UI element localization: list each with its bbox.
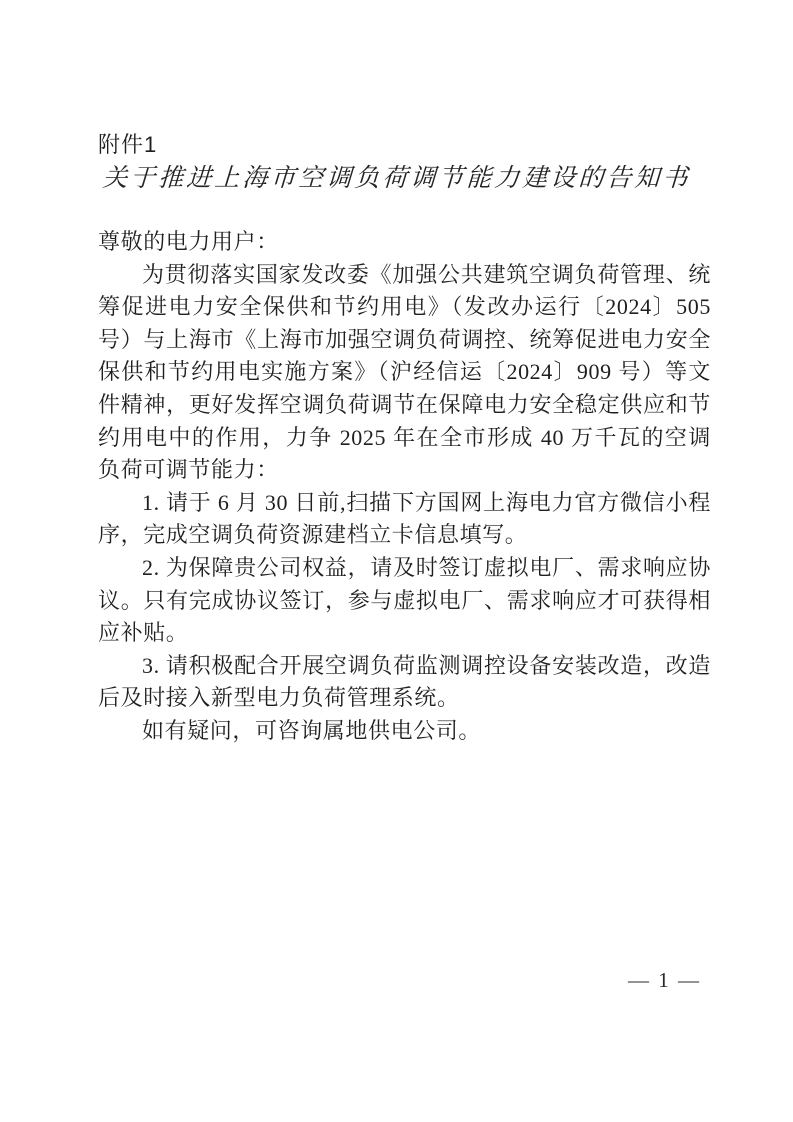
paragraph-intro: 为贯彻落实国家发改委《加强公共建筑空调负荷管理、统筹促进电力安全保供和节约用电》（发改办运行〔2024〕505 号）与上海市《上海市加强空调负荷调控、统筹促进电力安全保供和节约用电实施方案》（沪经信运〔2024〕909 号）等文件精神，更好发挥空调负荷调节在保障电力安全稳定供应和节约用电中的作用，力争 2025 年在全市形成 40 万千瓦的空调负荷可调节能力： — [98, 261, 711, 483]
paragraph-item-3: 3. 请积极配合开展空调负荷监测调控设备安装改造，改造后及时接入新型电力负荷管理系统。 — [98, 652, 711, 711]
paragraph-item-2: 2. 为保障贵公司权益，请及时签订虚拟电厂、需求响应协议。只有完成协议签订，参与虚拟电厂、需求响应才可获得相应补贴。 — [98, 554, 711, 646]
paragraph-item-1: 1. 请于 6 月 30 日前,扫描下方国网上海电力官方微信小程序，完成空调负荷资源建档立卡信息填写。 — [98, 489, 711, 548]
document-title: 关于推进上海市空调负荷调节能力建设的告知书 — [101, 163, 692, 192]
document-body — [98, 226, 711, 748]
attachment-label: 附件1 — [98, 132, 158, 157]
page-number: — 1 — — [628, 968, 701, 992]
greeting-line: 尊敬的电力用户： — [98, 229, 279, 254]
paragraph-closing: 如有疑问，可咨询属地供电公司。 — [142, 717, 482, 743]
